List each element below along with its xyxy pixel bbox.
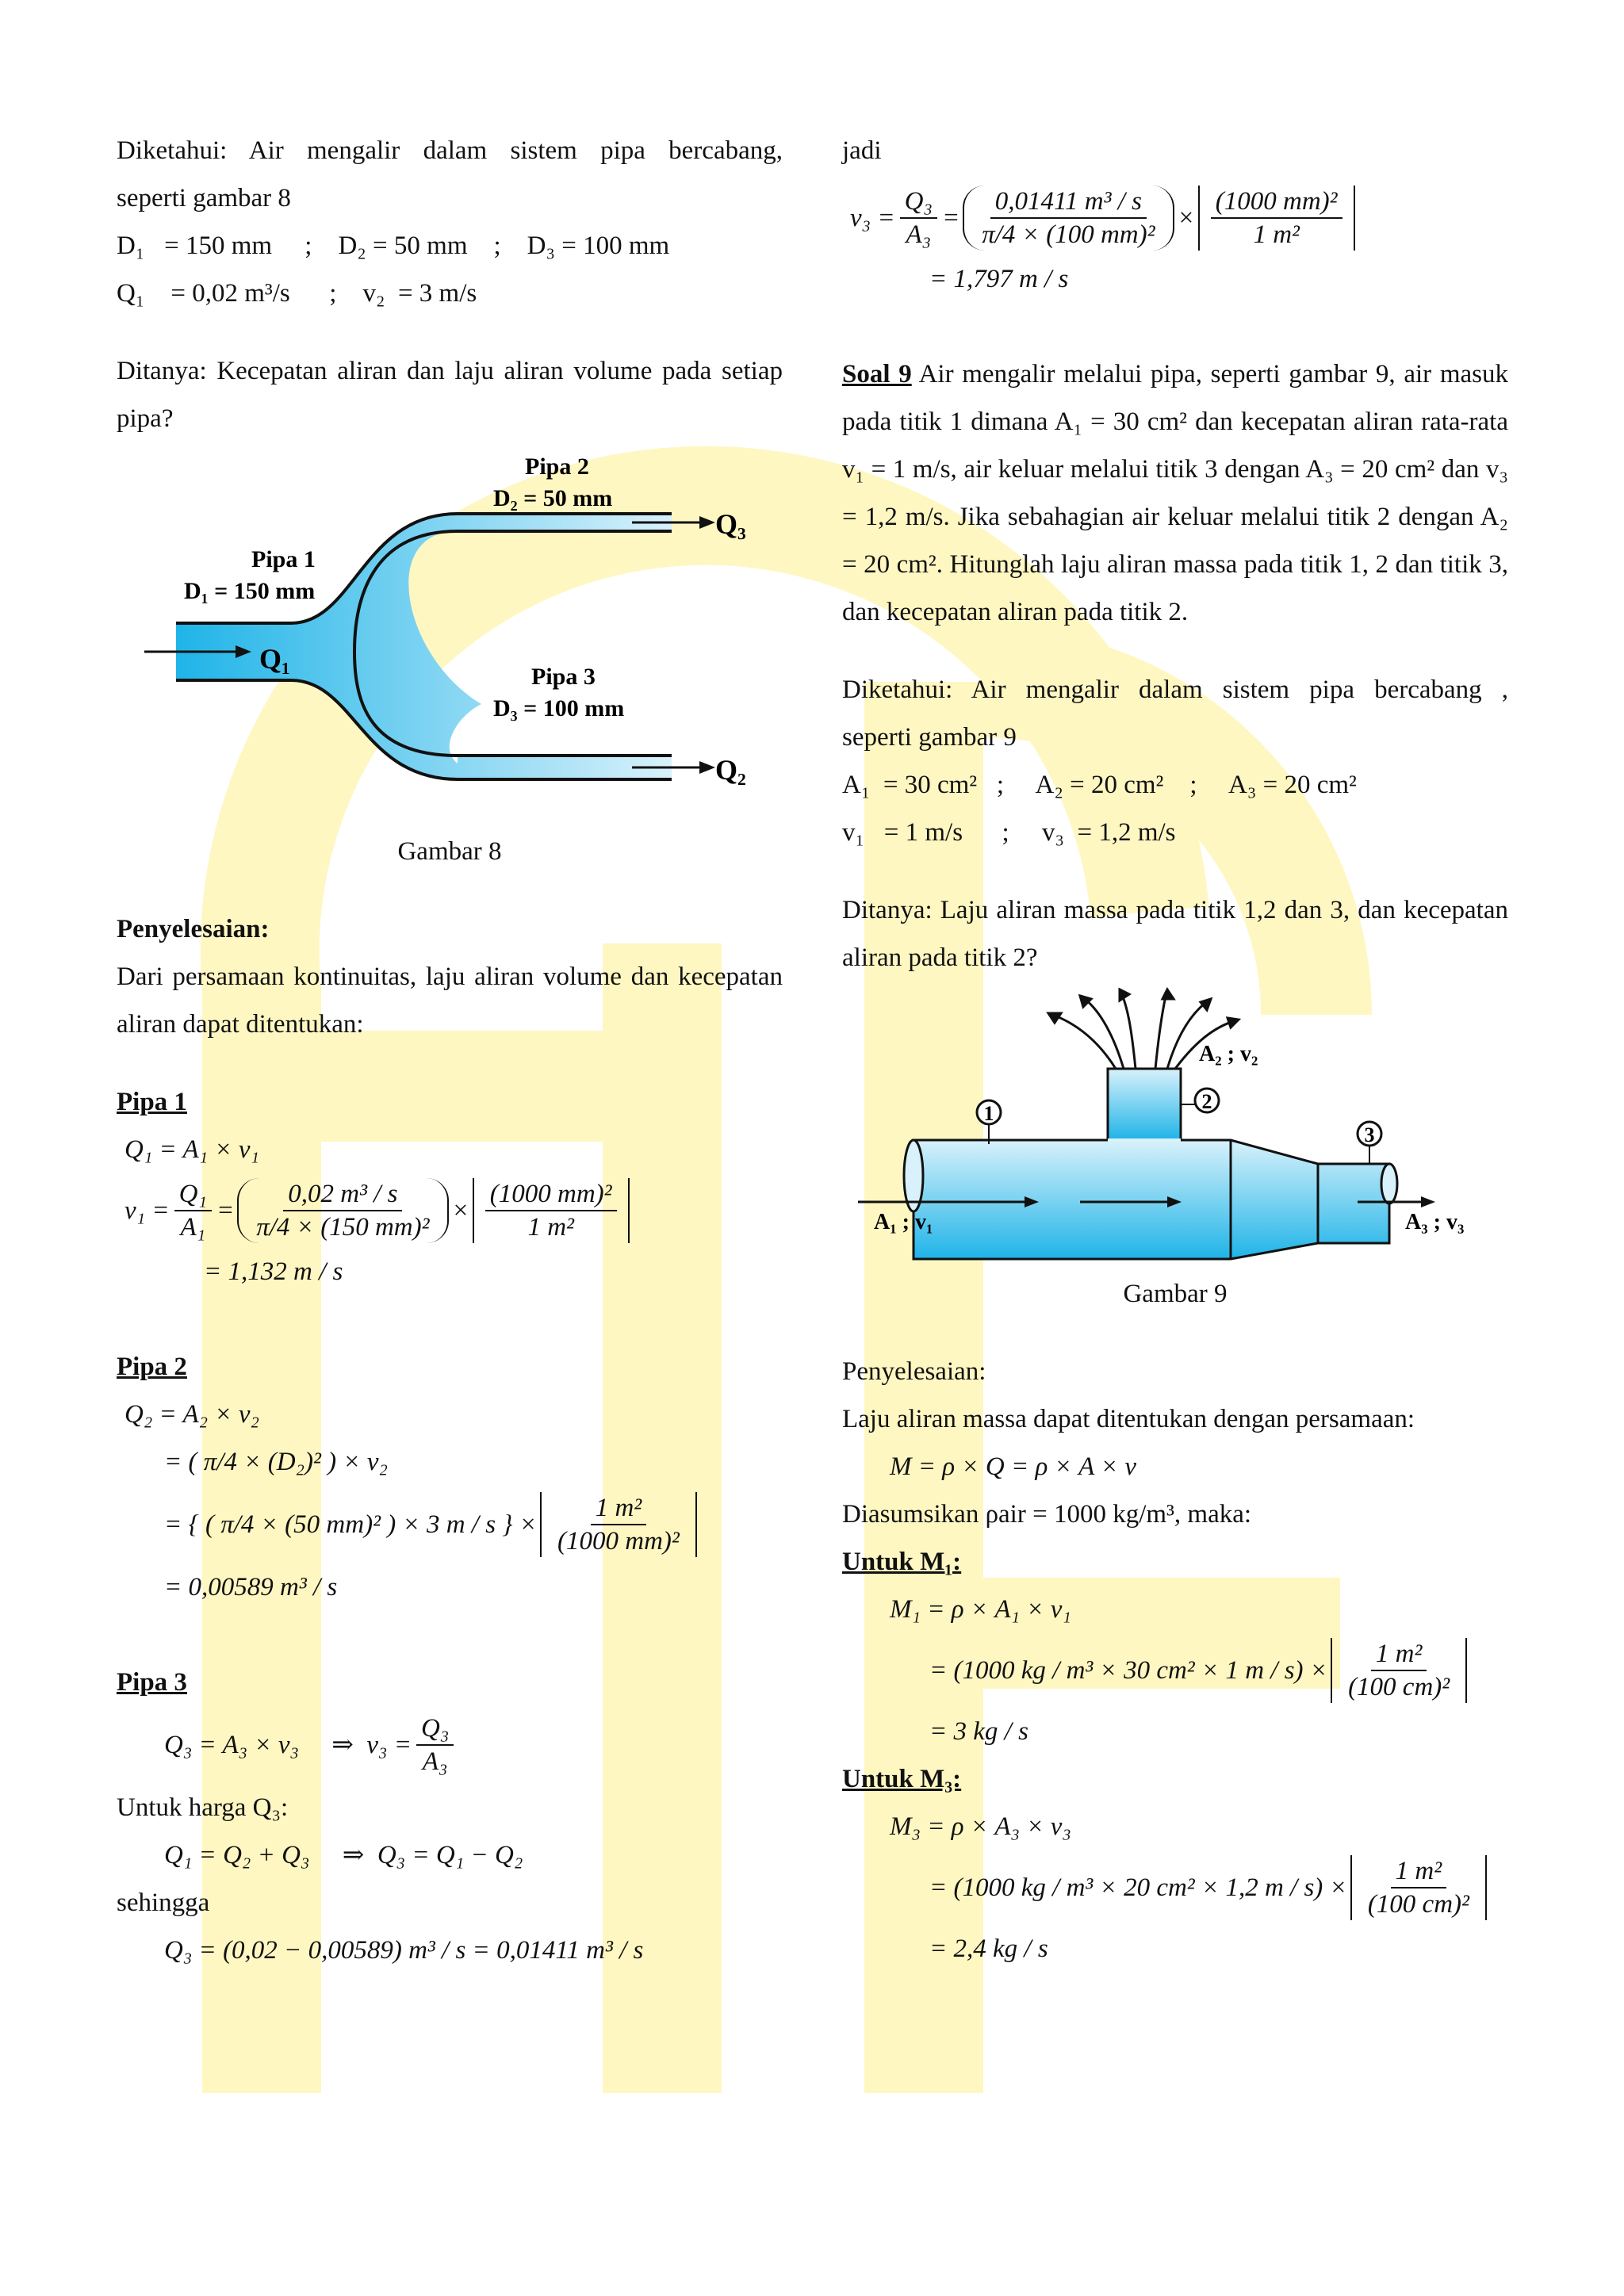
conv-num: (1000 mm)² xyxy=(485,1178,617,1211)
pipa1-velocity-eq: v₁ = $\frac{\text{Q₁}}{\text{A₁}}$ = $\frac{\text{0,02 m³ / s}}{\text{π/4 × (150 mm)²}}$ × $\frac{\text{(1000 mm)²}}{\text{1 m²}}$ xyxy=(117,1178,783,1243)
frac-den: A₁ xyxy=(180,1213,206,1242)
diameter-values: D₁ = 150 mm ; D₂ = 50 mm ; D₃ = 100 mm xyxy=(117,232,670,260)
a2-v2-label: A₂ ; v₂ xyxy=(1199,1042,1258,1066)
m1-eq2 xyxy=(842,1638,1508,1703)
pipa1-result: = 1,132 m / s xyxy=(204,1257,343,1286)
m3-eq1: M₃ = ρ × A₃ × v₃ xyxy=(890,1812,1071,1841)
eq-part: = (1000 kg / m³ × 30 cm² × 1 m / s) × xyxy=(929,1656,1328,1685)
known-line: seperti gambar 8 xyxy=(117,184,291,212)
question: Ditanya: Laju aliran massa pada titik 1,2 dan 3, dan kecepatan aliran pada titik 2? xyxy=(842,896,1508,972)
mass-formula: M = ρ × Q = ρ × A × v xyxy=(890,1452,1137,1481)
frac-num: Q₁ xyxy=(174,1178,212,1211)
figure-8-branching-pipe xyxy=(117,442,783,839)
q2-label: Q₂ xyxy=(715,754,746,786)
area-values: A₁ = 30 cm² ; A₂ = 20 cm² ; A₃ = 20 cm² xyxy=(842,771,1357,799)
left-column xyxy=(117,127,783,1974)
pipa2-heading: Pipa 2 xyxy=(117,1353,187,1381)
conv-den: (100 cm)² xyxy=(1348,1673,1450,1701)
pipa2-eq2: = ( π/4 × (D₂)² ) × v₂ xyxy=(164,1448,389,1476)
sehingga: sehingga xyxy=(117,1888,210,1917)
m3-result: = 2,4 kg / s xyxy=(929,1934,1048,1963)
q3-result: Q₃ = (0,02 − 0,00589) m³ / s = 0,01411 m³ / s xyxy=(164,1936,644,1965)
pipa2-eq3 xyxy=(117,1492,783,1557)
eq-part: = (1000 kg / m³ × 20 cm² × 1,2 m / s) × xyxy=(929,1873,1347,1902)
pipa1-heading: Pipa 1 xyxy=(117,1088,187,1116)
eq-part: Q₃ = A₃ × v₃ ⇒ v₃ = xyxy=(164,1731,412,1759)
m3-eq2 xyxy=(842,1855,1508,1920)
right-column xyxy=(842,127,1508,1973)
frac-den: π/4 × (100 mm)² xyxy=(982,220,1155,249)
frac-num: Q₃ xyxy=(416,1712,454,1746)
pipe3-name: Pipa 3 xyxy=(531,664,596,690)
frac-num: Q₃ xyxy=(900,186,937,219)
point-3-label: 3 xyxy=(1364,1123,1375,1146)
assumption: Diasumsikan ρair = 1000 kg/m³, maka: xyxy=(842,1500,1252,1529)
frac-num: 0,02 m³ / s xyxy=(283,1178,402,1211)
velocity-values: v₁ = 1 m/s ; v₃ = 1,2 m/s xyxy=(842,818,1176,847)
pipa3-eq xyxy=(117,1712,783,1777)
pipa3-heading: Pipa 3 xyxy=(117,1668,187,1697)
frac-den: A₃ xyxy=(906,220,932,249)
eq3-part: = { ( π/4 × (50 mm)² ) × 3 m / s } × xyxy=(164,1510,538,1539)
point-2-label: 2 xyxy=(1201,1090,1212,1113)
soal9-text xyxy=(842,350,1508,636)
pipe1-name: Pipa 1 xyxy=(251,546,316,572)
soal9-label: Soal 9 xyxy=(842,360,912,388)
solution-intro: Laju aliran massa dapat ditentukan dengan persamaan: xyxy=(842,1405,1415,1433)
m1-eq1: M₁ = ρ × A₁ × v₁ xyxy=(890,1595,1071,1624)
known-line: Diketahui: Air mengalir dalam sistem pipa bercabang, xyxy=(117,136,783,165)
lhs: v₁ = xyxy=(124,1196,170,1225)
soal9-body: Air mengalir melalui pipa, seperti gambar 9, air masuk pada titik 1 dimana A₁ = 30 cm² dan kecepatan aliran rata-rata v₁ = 1 m/s, air keluar melalui titik 3 dengan A₃ = 20 cm² dan v₃ = 1,2 m/s. Jika sebahagian air keluar melalui titik 2 dengan A₂ = 20 cm². Hitunglah laju aliran massa pada titik 1, 2 dan titik 3, dan kecepatan aliran pada titik 2. xyxy=(842,360,1508,626)
conv-den: (1000 mm)² xyxy=(557,1527,680,1556)
pipa2-result: = 0,00589 m³ / s xyxy=(164,1573,338,1601)
pipa1-eq: Q₁ = A₁ × v₁ xyxy=(124,1135,259,1164)
m1-result: = 3 kg / s xyxy=(929,1717,1028,1746)
conv-den: 1 m² xyxy=(1253,220,1300,249)
flow-values: Q₁ = 0,02 m³/s ; v₂ = 3 m/s xyxy=(117,279,477,308)
solution-heading: Penyelesaian: xyxy=(117,915,270,943)
q3-eq: Q₁ = Q₂ + Q₃ ⇒ Q₃ = Q₁ − Q₂ xyxy=(164,1841,523,1869)
figure-8-caption: Gambar 8 xyxy=(397,837,502,866)
figure-9-caption: Gambar 9 xyxy=(1123,1280,1228,1308)
conv-num: (1000 mm)² xyxy=(1211,186,1342,219)
v3-eq: v₃ = $\frac{\text{Q₃}}{\text{A₃}}$ = $\frac{\text{0,01411 m³ / s}}{\text{π/4 × (100 mm)²}}$ × $\frac{\text{(1000 mm)²}}{\text{1 m²}}$ xyxy=(842,186,1508,251)
lhs: v₃ = xyxy=(850,204,895,232)
figure-9-tee-pipe xyxy=(842,982,1508,1267)
pipe3-diameter: D₃ = 100 mm xyxy=(493,695,625,721)
q3-label: Q₃ xyxy=(715,508,746,540)
conv-den: (100 cm)² xyxy=(1367,1890,1469,1919)
known-line: Diketahui: Air mengalir dalam sistem pipa bercabang , xyxy=(842,675,1508,704)
conv-num: 1 m² xyxy=(1371,1638,1427,1671)
a1-v1-label: A₁ ; v₁ xyxy=(874,1210,933,1234)
pipe2-name: Pipa 2 xyxy=(525,453,589,480)
pipa2-eq1: Q₂ = A₂ × v₂ xyxy=(124,1400,259,1429)
conv-den: 1 m² xyxy=(527,1213,574,1242)
known-line: seperti gambar 9 xyxy=(842,723,1017,752)
frac-den: A₃ xyxy=(422,1747,448,1776)
m1-heading: Untuk M₁: xyxy=(842,1548,962,1576)
conv-num: 1 m² xyxy=(1391,1855,1446,1888)
a3-v3-label: A₃ ; v₃ xyxy=(1405,1210,1465,1234)
q3-heading: Untuk harga Q₃: xyxy=(117,1793,289,1822)
frac-num: 0,01411 m³ / s xyxy=(990,186,1147,219)
point-1-label: 1 xyxy=(983,1102,994,1125)
jadi: jadi xyxy=(842,136,882,165)
m3-heading: Untuk M₃: xyxy=(842,1765,962,1793)
pipe2-diameter: D₂ = 50 mm xyxy=(493,485,613,511)
question: Ditanya: Kecepatan aliran dan laju aliran volume pada setiap pipa? xyxy=(117,357,783,433)
conv-num: 1 m² xyxy=(591,1492,646,1525)
v3-result: = 1,797 m / s xyxy=(929,265,1069,293)
solution-heading: Penyelesaian: xyxy=(842,1357,986,1386)
solution-intro: Dari persamaan kontinuitas, laju aliran volume dan kecepatan aliran dapat ditentukan: xyxy=(117,962,783,1039)
pipe1-diameter: D₁ = 150 mm xyxy=(184,578,316,604)
frac-den: π/4 × (150 mm)² xyxy=(256,1213,430,1242)
q1-label: Q₁ xyxy=(259,643,290,675)
